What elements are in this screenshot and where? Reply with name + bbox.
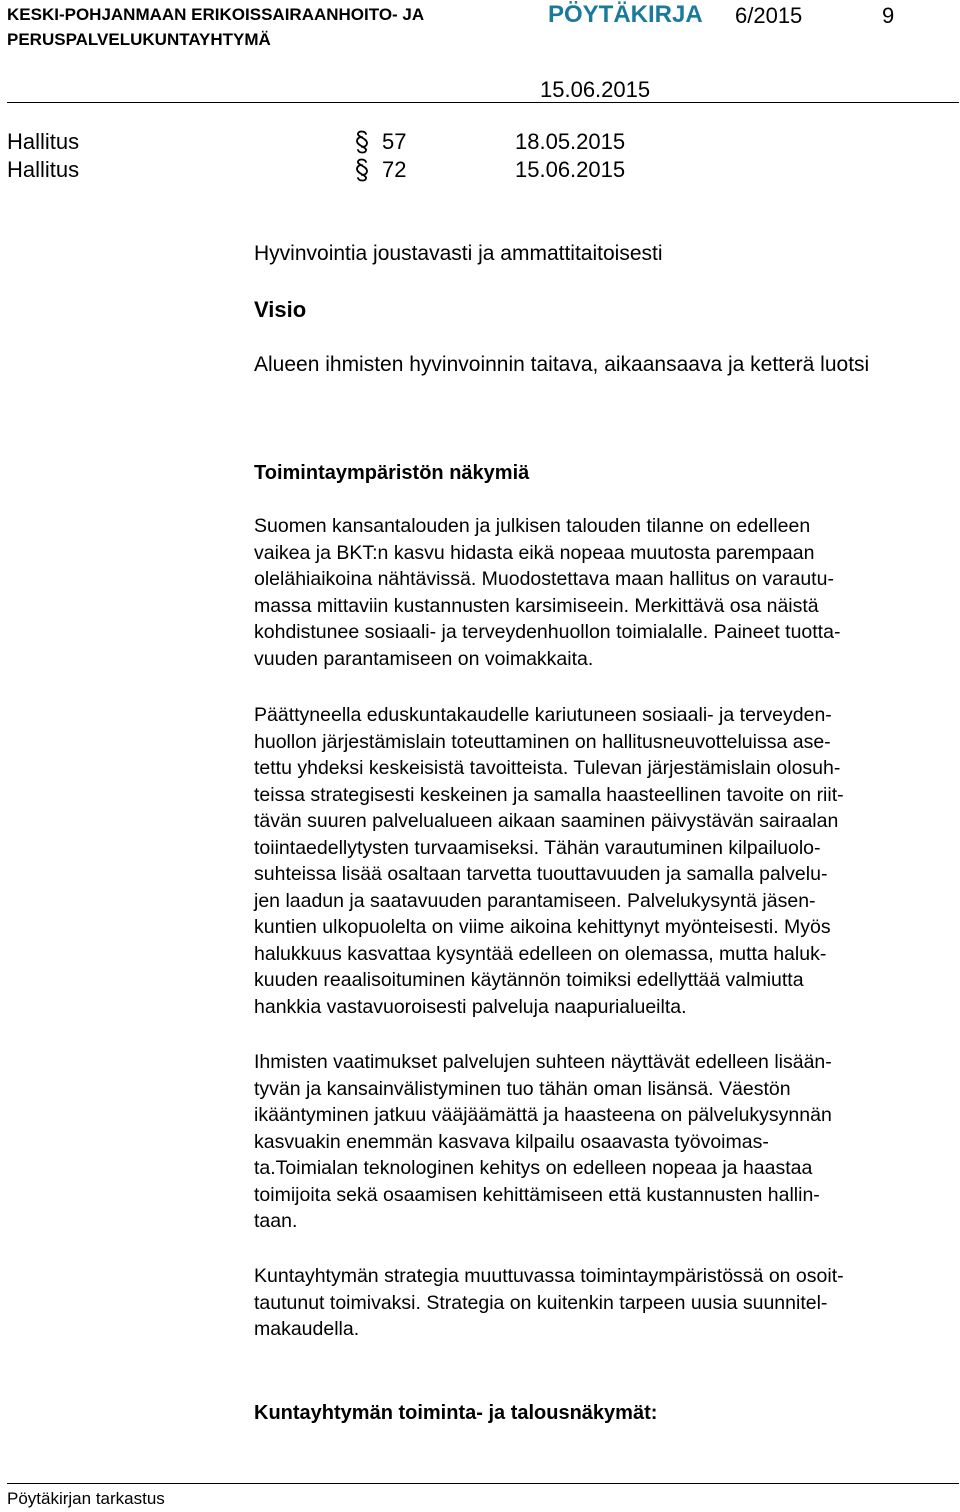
history-section-number: 57 [382, 129, 407, 154]
meeting-date: 15.06.2015 [540, 77, 651, 102]
paragraph-text: Suomen kansantalouden ja julkisen talouden tilanne on edelleen vaikea ja BKT:n kasvu hidasta eikä nopeaa muutosta parempaan olelähiaikoina nähtävissä. Muodostettava maan hallitus on varautu- massa mittaviin kustannusten karsimiseein. Merkittävä osa näistä kohdistunee sosiaali- ja terveydenhuollon toimialalle. Paineet tuotta- vuuden parantamiseen on voimakkaita. [254, 515, 841, 670]
history-body: Hallitus [7, 129, 80, 154]
paragraph-text: Kuntayhtymän strategia muuttuvassa toimintaympäristössä on osoit- tautunut toimivaksi. Strategia on kuitenkin tarpeen uusia suunnitel- makaudella. [254, 1265, 844, 1340]
operations-outlook-heading: Kuntayhtymän toiminta- ja talousnäkymät: [254, 1402, 658, 1424]
paragraph-text: Päättyneella eduskuntakaudelle kariutuneen sosiaali- ja terveyden- huollon järjestämislain toteuttaminen on hallitusneuvotteluissa ase- tettu yhdeksi keskeisistä tavoitteista. Tulevan järjestämislain olosuh- teissa strategisesti keskeinen ja samalla haasteellinen tavoite on riit- tävän suuren palvelualueen aikaan saaminen päivystävän sairaalan toiintaedellytysten turvaamiseksi. Tähän varautuminen kilpailuolo- suhteissa lisää osaltaan tarvetta tuouttavuuden ja samalla palvelu- jen laadun ja saatavuuden parantamiseen. Palvelukysyntä jäsen- kuntien ulkopuolelta on viime aikoina kehittynyt myönteisesti. Myös halukkuus kasvattaa kysyntää edelleen on olemassa, mutta haluk- kuuden reaalisoituminen käytännön toimiksi edellyttää valmiutta hankkia vastavuoroisesti palveluja naapurialueilta. [254, 704, 844, 1018]
section-mark-icon [353, 157, 371, 183]
footer-label: Pöytäkirjan tarkastus [7, 1489, 165, 1508]
paragraph-strategy [254, 1263, 954, 1343]
organization-name-line1: KESKI-POHJANMAAN ERIKOISSAIRAANHOITO- JA [7, 5, 425, 24]
paragraph-economy [254, 513, 954, 672]
history-body: Hallitus [7, 157, 80, 182]
mission-statement-block [254, 240, 954, 268]
header-divider [7, 102, 959, 103]
paragraph-legislation [254, 702, 954, 1020]
mission-statement: Hyvinvointia joustavasti ja ammattitaitoisesti [254, 242, 663, 265]
history-date: 15.06.2015 [515, 157, 626, 182]
history-row [7, 128, 707, 156]
document-type: PÖYTÄKIRJA [548, 1, 703, 28]
vision-heading-block [254, 296, 954, 324]
page-number: 9 [882, 3, 895, 28]
outlook2-heading-block [254, 1400, 954, 1427]
outlook-heading: Toimintaympäristön näkymiä [254, 462, 530, 484]
section-mark-glyph [353, 157, 371, 183]
vision-heading: Visio [254, 297, 307, 322]
paragraph-text: Ihmisten vaatimukset palvelujen suhteen näyttävät edelleen lisään- tyvän ja kansainvälistyminen tuo tähän oman lisänsä. Väestön ikääntyminen jatkuu vääjäämättä ja haasteena on pälvelukysynnän kasvuakin enemmän kasvava kilpailu osaavasta työvoimas- ta.Toimialan teknologinen kehitys on edelleen nopeaa ja haastaa toimijoita sekä osaamisen kehittämiseen että kustannusten hallin- taan. [254, 1051, 832, 1232]
organization-name-line2: PERUSPALVELUKUNTAYHTYMÄ [7, 30, 271, 49]
footer-divider [7, 1483, 959, 1484]
paragraph-demands [254, 1049, 954, 1235]
history-date: 18.05.2015 [515, 129, 626, 154]
history-section-number: 72 [382, 157, 407, 182]
section-mark-icon [353, 129, 371, 155]
section-mark-glyph [353, 129, 371, 155]
vision-text-block [254, 351, 954, 379]
vision-text: Alueen ihmisten hyvinvoinnin taitava, aikaansaava ja ketterä luotsi [254, 353, 870, 376]
document-number: 6/2015 [735, 3, 803, 28]
outlook-heading-block [254, 460, 954, 487]
organization-name [7, 2, 424, 52]
history-row [7, 156, 707, 184]
